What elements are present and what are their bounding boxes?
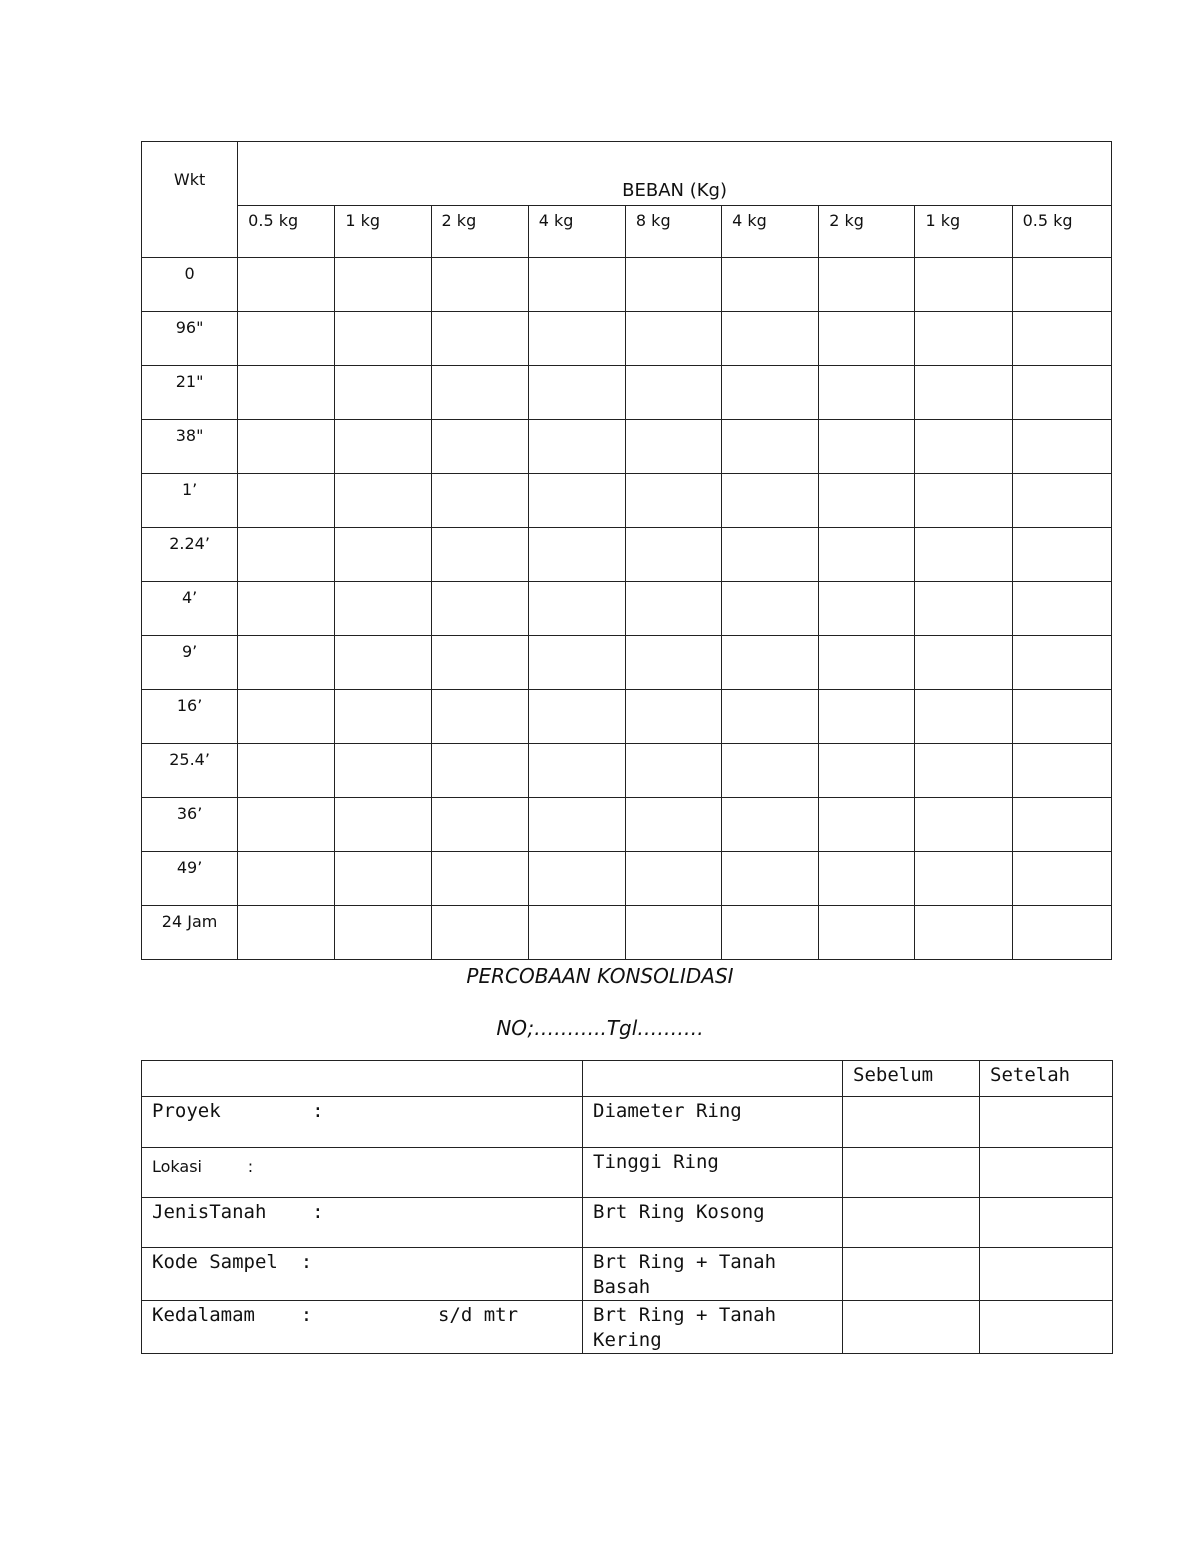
- info-row: [142, 1301, 1113, 1354]
- reading-cell[interactable]: [722, 366, 819, 420]
- field-label: Proyek :: [142, 1097, 583, 1148]
- reading-cell[interactable]: [335, 474, 431, 528]
- time-row: [142, 420, 1112, 474]
- reading-cell[interactable]: [238, 798, 335, 852]
- reading-cell[interactable]: [722, 636, 819, 690]
- reading-cell[interactable]: [335, 798, 431, 852]
- load-time-table: [141, 141, 1112, 960]
- reading-cell[interactable]: [722, 852, 819, 906]
- reading-cell[interactable]: [1012, 852, 1111, 906]
- after-value-cell[interactable]: [980, 1248, 1113, 1301]
- reading-cell[interactable]: [335, 258, 431, 312]
- reading-cell[interactable]: [335, 528, 431, 582]
- reading-cell[interactable]: [1012, 690, 1111, 744]
- reading-cell[interactable]: [238, 690, 335, 744]
- reading-cell[interactable]: [1012, 366, 1111, 420]
- reading-cell[interactable]: [238, 366, 335, 420]
- reading-cell[interactable]: [722, 690, 819, 744]
- reading-cell[interactable]: [238, 582, 335, 636]
- time-label: 38": [142, 420, 238, 474]
- time-row: [142, 852, 1112, 906]
- reading-cell[interactable]: [335, 420, 431, 474]
- reading-cell[interactable]: [915, 582, 1012, 636]
- load-column-header: 2 kg: [819, 206, 915, 258]
- reading-cell[interactable]: [625, 582, 721, 636]
- reading-cell[interactable]: [625, 258, 721, 312]
- time-row: [142, 798, 1112, 852]
- time-row: [142, 582, 1112, 636]
- reading-cell[interactable]: [431, 258, 528, 312]
- reading-cell[interactable]: [335, 906, 431, 960]
- reading-cell[interactable]: [819, 636, 915, 690]
- before-value-cell[interactable]: [843, 1301, 980, 1354]
- reading-cell[interactable]: [722, 312, 819, 366]
- reading-cell[interactable]: [528, 636, 625, 690]
- time-label: 9’: [142, 636, 238, 690]
- reading-cell[interactable]: [819, 906, 915, 960]
- reading-cell[interactable]: [1012, 312, 1111, 366]
- reading-cell[interactable]: [915, 636, 1012, 690]
- reading-cell[interactable]: [819, 690, 915, 744]
- reading-cell[interactable]: [819, 852, 915, 906]
- time-label: 16’: [142, 690, 238, 744]
- reading-cell[interactable]: [238, 906, 335, 960]
- blank-header-right: [583, 1061, 843, 1097]
- reading-cell[interactable]: [528, 582, 625, 636]
- before-value-cell[interactable]: [843, 1148, 980, 1198]
- time-label: 25.4’: [142, 744, 238, 798]
- reading-cell[interactable]: [431, 528, 528, 582]
- number-date-line: NO;………..Tgl……….: [496, 1016, 704, 1040]
- before-column-header: Sebelum: [843, 1061, 980, 1097]
- reading-cell[interactable]: [625, 420, 721, 474]
- info-row: [142, 1198, 1113, 1248]
- reading-cell[interactable]: [335, 852, 431, 906]
- time-row: [142, 636, 1112, 690]
- reading-cell[interactable]: [722, 798, 819, 852]
- reading-cell[interactable]: [431, 636, 528, 690]
- reading-cell[interactable]: [722, 582, 819, 636]
- time-label: 0: [142, 258, 238, 312]
- reading-cell[interactable]: [528, 852, 625, 906]
- after-value-cell[interactable]: [980, 1301, 1113, 1354]
- reading-cell[interactable]: [238, 852, 335, 906]
- reading-cell[interactable]: [431, 852, 528, 906]
- load-column-header: 4 kg: [722, 206, 819, 258]
- measurement-label: Tinggi Ring: [583, 1148, 843, 1198]
- reading-cell[interactable]: [528, 690, 625, 744]
- reading-cell[interactable]: [238, 744, 335, 798]
- time-row: [142, 528, 1112, 582]
- reading-cell[interactable]: [1012, 636, 1111, 690]
- reading-cell[interactable]: [431, 582, 528, 636]
- info-rows: [142, 1097, 1113, 1354]
- info-row: [142, 1148, 1113, 1198]
- reading-cell[interactable]: [335, 582, 431, 636]
- reading-cell[interactable]: [915, 690, 1012, 744]
- reading-cell[interactable]: [819, 798, 915, 852]
- field-label: Kedalamam : s/d mtr: [142, 1301, 583, 1354]
- reading-cell[interactable]: [528, 420, 625, 474]
- reading-cell[interactable]: [915, 798, 1012, 852]
- sample-info-table: [141, 1060, 1113, 1354]
- reading-cell[interactable]: [819, 582, 915, 636]
- time-row: [142, 744, 1112, 798]
- after-value-cell[interactable]: [980, 1148, 1113, 1198]
- time-label: 1’: [142, 474, 238, 528]
- load-header: BEBAN (Kg): [238, 142, 1112, 206]
- reading-cell[interactable]: [1012, 744, 1111, 798]
- reading-cell[interactable]: [335, 690, 431, 744]
- reading-cell[interactable]: [625, 636, 721, 690]
- reading-cell[interactable]: [431, 690, 528, 744]
- load-column-header: 1 kg: [915, 206, 1012, 258]
- reading-cell[interactable]: [335, 366, 431, 420]
- reading-cell[interactable]: [625, 744, 721, 798]
- load-column-header: 0.5 kg: [238, 206, 335, 258]
- load-column-header: 1 kg: [335, 206, 431, 258]
- reading-cell[interactable]: [625, 852, 721, 906]
- reading-cell[interactable]: [915, 744, 1012, 798]
- reading-cell[interactable]: [915, 528, 1012, 582]
- reading-cell[interactable]: [1012, 798, 1111, 852]
- time-label: 49’: [142, 852, 238, 906]
- reading-cell[interactable]: [915, 366, 1012, 420]
- field-label: Lokasi :: [142, 1148, 583, 1198]
- info-row: [142, 1097, 1113, 1148]
- blank-header-left: [142, 1061, 583, 1097]
- reading-cell[interactable]: [915, 420, 1012, 474]
- after-value-cell[interactable]: [980, 1198, 1113, 1248]
- before-value-cell[interactable]: [843, 1097, 980, 1148]
- time-label: 24 Jam: [142, 906, 238, 960]
- measurement-label: Brt Ring + Tanah Basah: [583, 1248, 843, 1301]
- info-row: [142, 1248, 1113, 1301]
- reading-cell[interactable]: [819, 420, 915, 474]
- page-title: PERCOBAAN KONSOLIDASI: [466, 964, 734, 988]
- measurement-label: Brt Ring Kosong: [583, 1198, 843, 1248]
- reading-cell[interactable]: [1012, 582, 1111, 636]
- reading-cell[interactable]: [431, 798, 528, 852]
- reading-cell[interactable]: [625, 798, 721, 852]
- reading-cell[interactable]: [722, 744, 819, 798]
- time-label: 36’: [142, 798, 238, 852]
- reading-cell[interactable]: [238, 636, 335, 690]
- reading-cell[interactable]: [722, 258, 819, 312]
- load-column-header: 2 kg: [431, 206, 528, 258]
- reading-cell[interactable]: [915, 474, 1012, 528]
- time-row: [142, 690, 1112, 744]
- load-column-header: 4 kg: [528, 206, 625, 258]
- reading-cell[interactable]: [915, 258, 1012, 312]
- load-column-header: 8 kg: [625, 206, 721, 258]
- reading-cell[interactable]: [625, 312, 721, 366]
- reading-cell[interactable]: [915, 312, 1012, 366]
- time-row: [142, 258, 1112, 312]
- reading-cell[interactable]: [625, 474, 721, 528]
- reading-cell[interactable]: [1012, 906, 1111, 960]
- reading-cell[interactable]: [819, 258, 915, 312]
- measurement-label: Brt Ring + Tanah Kering: [583, 1301, 843, 1354]
- reading-cell[interactable]: [915, 852, 1012, 906]
- reading-cell[interactable]: [528, 798, 625, 852]
- reading-cell[interactable]: [528, 528, 625, 582]
- reading-cell[interactable]: [238, 312, 335, 366]
- time-row: [142, 906, 1112, 960]
- reading-cell[interactable]: [335, 312, 431, 366]
- reading-cell[interactable]: [431, 366, 528, 420]
- reading-cell[interactable]: [431, 744, 528, 798]
- before-value-cell[interactable]: [843, 1198, 980, 1248]
- reading-cell[interactable]: [238, 420, 335, 474]
- reading-cell[interactable]: [625, 906, 721, 960]
- reading-cell[interactable]: [819, 366, 915, 420]
- reading-cell[interactable]: [722, 420, 819, 474]
- field-label: JenisTanah :: [142, 1198, 583, 1248]
- time-label: 2.24’: [142, 528, 238, 582]
- reading-cell[interactable]: [625, 528, 721, 582]
- time-column-header: Wkt: [142, 142, 238, 258]
- time-label: 21": [142, 366, 238, 420]
- reading-cell[interactable]: [528, 366, 625, 420]
- reading-cell[interactable]: [625, 366, 721, 420]
- field-label: Kode Sampel :: [142, 1248, 583, 1301]
- reading-cell[interactable]: [819, 312, 915, 366]
- load-values-row: [142, 206, 1112, 258]
- after-value-cell[interactable]: [980, 1097, 1113, 1148]
- reading-cell[interactable]: [431, 906, 528, 960]
- reading-cell[interactable]: [335, 636, 431, 690]
- reading-cell[interactable]: [1012, 528, 1111, 582]
- reading-cell[interactable]: [819, 528, 915, 582]
- reading-cell[interactable]: [528, 744, 625, 798]
- reading-cell[interactable]: [1012, 474, 1111, 528]
- time-rows: [142, 258, 1112, 960]
- reading-cell[interactable]: [528, 312, 625, 366]
- reading-cell[interactable]: [915, 906, 1012, 960]
- reading-cell[interactable]: [238, 258, 335, 312]
- reading-cell[interactable]: [528, 258, 625, 312]
- reading-cell[interactable]: [1012, 420, 1111, 474]
- reading-cell[interactable]: [335, 744, 431, 798]
- before-value-cell[interactable]: [843, 1248, 980, 1301]
- time-row: [142, 366, 1112, 420]
- reading-cell[interactable]: [722, 528, 819, 582]
- reading-cell[interactable]: [722, 906, 819, 960]
- reading-cell[interactable]: [1012, 258, 1111, 312]
- reading-cell[interactable]: [819, 474, 915, 528]
- reading-cell[interactable]: [238, 528, 335, 582]
- time-label: 96": [142, 312, 238, 366]
- time-row: [142, 474, 1112, 528]
- reading-cell[interactable]: [722, 474, 819, 528]
- reading-cell[interactable]: [431, 420, 528, 474]
- reading-cell[interactable]: [238, 474, 335, 528]
- measurement-label: Diameter Ring: [583, 1097, 843, 1148]
- reading-cell[interactable]: [431, 474, 528, 528]
- time-label: 4’: [142, 582, 238, 636]
- after-column-header: Setelah: [980, 1061, 1113, 1097]
- reading-cell[interactable]: [528, 474, 625, 528]
- reading-cell[interactable]: [528, 906, 625, 960]
- time-row: [142, 312, 1112, 366]
- load-column-header: 0.5 kg: [1012, 206, 1111, 258]
- reading-cell[interactable]: [431, 312, 528, 366]
- reading-cell[interactable]: [625, 690, 721, 744]
- reading-cell[interactable]: [819, 744, 915, 798]
